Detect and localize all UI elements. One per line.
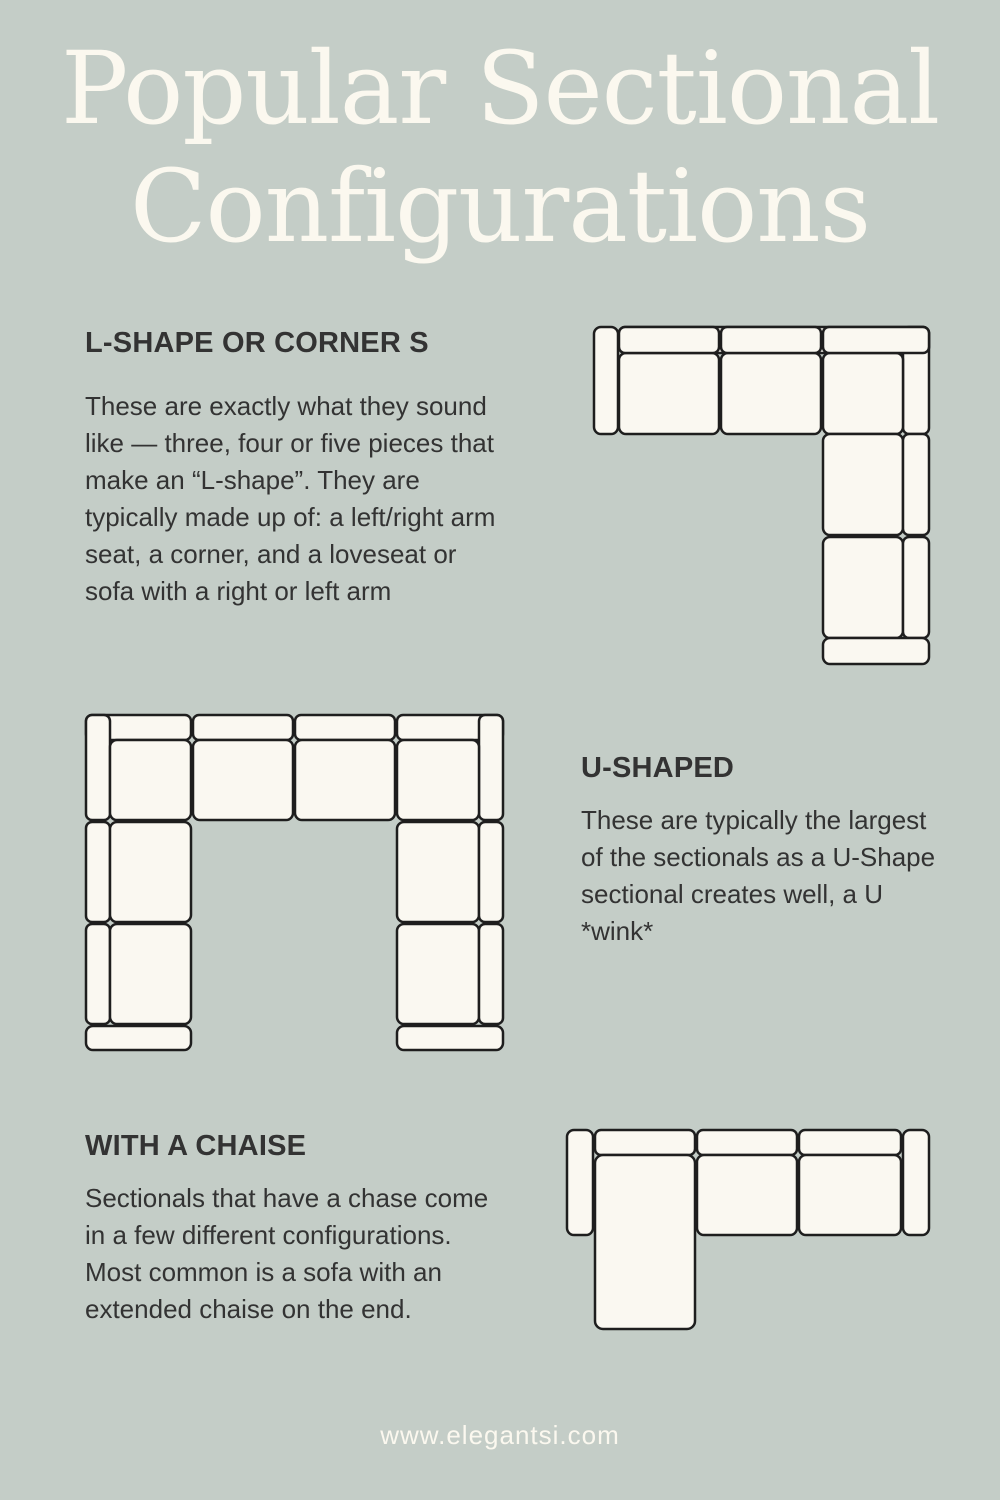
website-url: www.elegantsi.com [380,1420,620,1450]
back-cushion [86,924,110,1024]
back-cushion [903,434,929,535]
chaise-cushion [595,1155,695,1329]
back-cushion [193,715,293,740]
seat-cushion [397,924,479,1024]
seat-cushion [193,740,293,820]
chaise-sectional-diagram [560,1122,940,1337]
back-cushion [595,1130,695,1155]
back-cushion [295,715,395,740]
corner-seat-cushion [397,740,479,820]
seat-cushion [295,740,395,820]
seat-cushion [397,822,479,922]
seat-cushion [697,1155,797,1235]
page-title [0,30,1000,266]
seat-cushion [110,822,191,922]
u-shape-heading: U-SHAPED [581,752,735,784]
corner-back [86,715,110,820]
seat-cushion [619,353,719,434]
back-cushion [823,327,929,353]
back-cushion [479,822,503,922]
l-shape-sectional-diagram [585,320,940,675]
seat-cushion [110,924,191,1024]
seat-cushion [721,353,821,434]
back-cushion [903,537,929,638]
left-arm [567,1130,593,1235]
seat-cushion [823,537,903,638]
back-cushion [721,327,821,353]
chaise-description: Sectionals that have a chase come in a few different configurations. Most common is a sofa with an extended chaise on the end. [85,1183,489,1324]
title-line-2: Configurations [129,148,871,265]
back-cushion [799,1130,901,1155]
right-arm [903,1130,929,1235]
back-cushion [619,327,719,353]
l-shape-description: These are exactly what they sound like — three, four or five pieces that make an “L-shape”. They are typically made up of: a left/right arm seat, a corner, and a loveseat or sofa with a right or left arm [85,391,496,606]
right-arm [397,1026,503,1050]
l-shape-heading: L-SHAPE OR CORNER S [85,327,429,359]
corner-seat-cushion [823,353,903,434]
u-shape-sectional-diagram [78,708,510,1058]
corner-seat-cushion [110,740,191,820]
left-arm [86,1026,191,1050]
bottom-arm [823,638,929,664]
u-shape-description: These are typically the largest of the sectionals as a U-Shape sectional creates well, a U *wink* [581,805,936,946]
back-cushion [479,924,503,1024]
back-cushion [697,1130,797,1155]
back-cushion [86,822,110,922]
seat-cushion [823,434,903,535]
seat-cushion [799,1155,901,1235]
left-arm [594,327,618,434]
corner-back [479,715,503,820]
chaise-heading: WITH A CHAISE [85,1130,307,1162]
title-line-1: Popular Sectional [60,30,940,147]
